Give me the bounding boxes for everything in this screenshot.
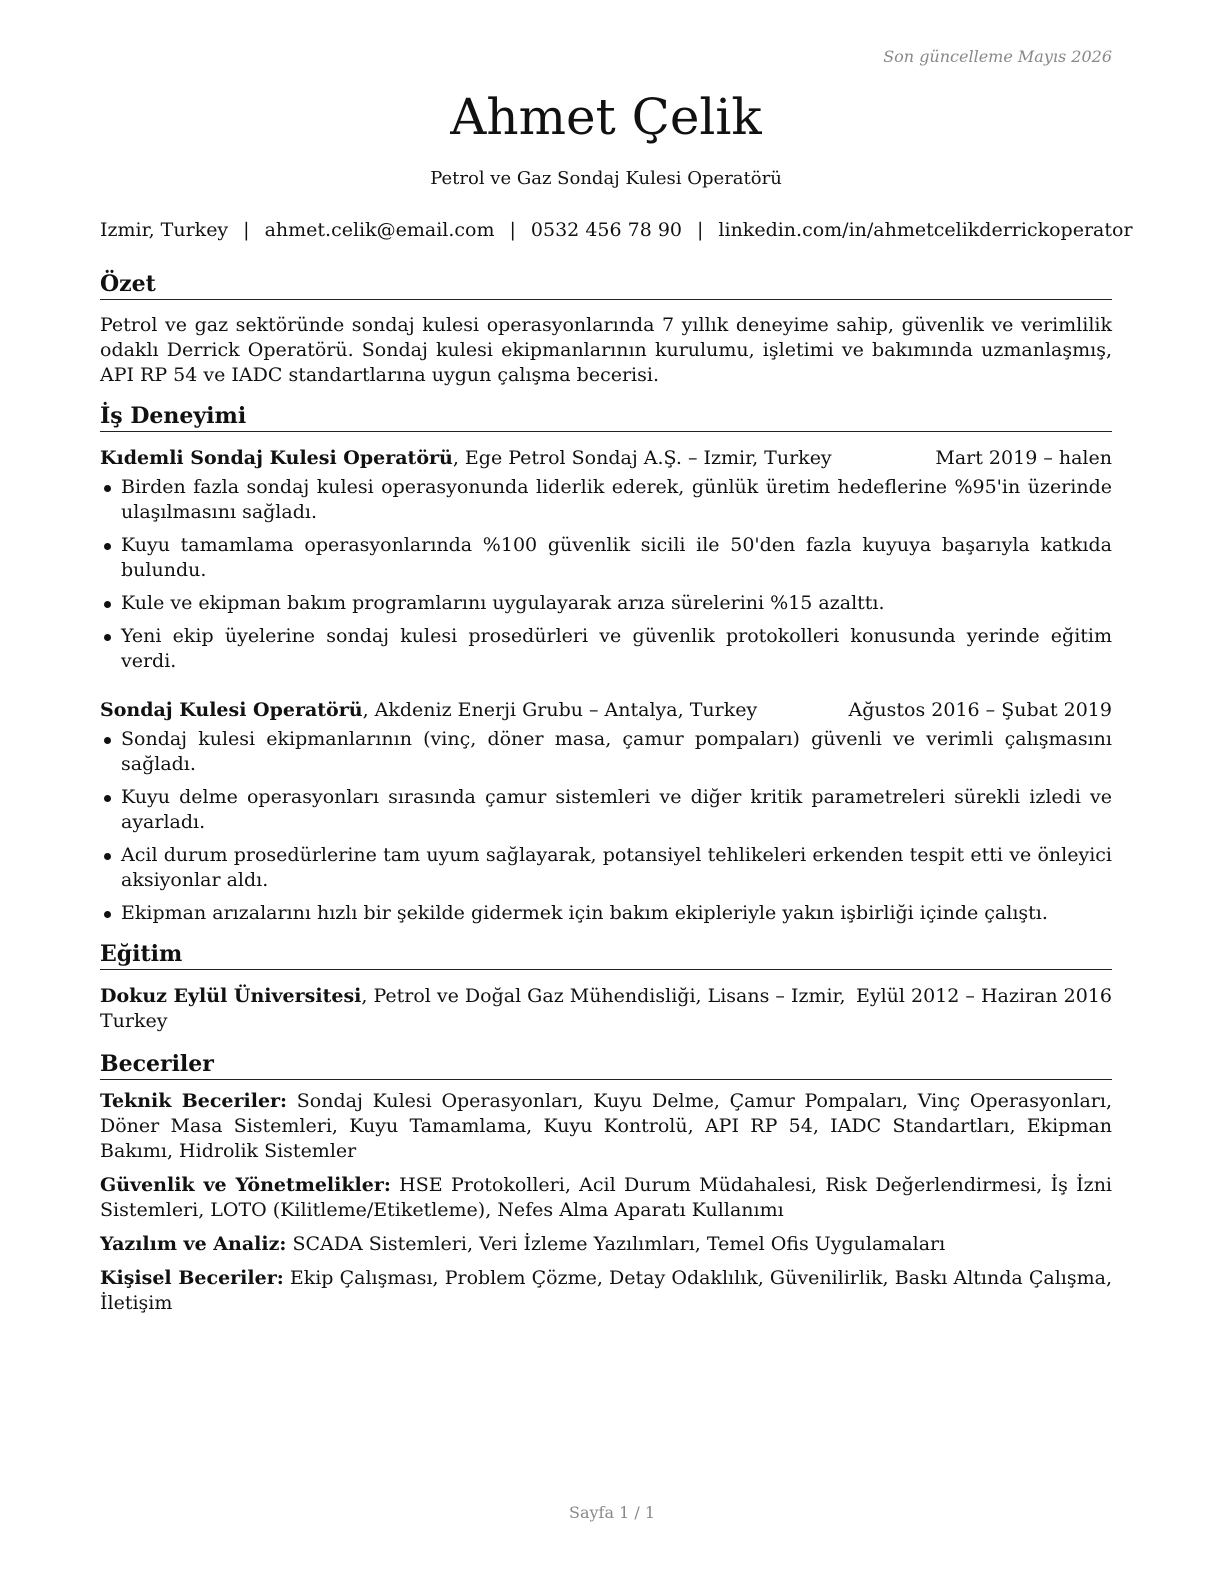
job-role: Kıdemli Sondaj Kulesi Operatörü bbox=[100, 447, 453, 469]
contact-location: Izmir, Turkey bbox=[100, 219, 229, 241]
job-bullet: Sondaj kulesi ekipmanlarının (vinç, döner masa, çamur pompaları) güvenli ve verimli çalışmasını sağladı. bbox=[100, 727, 1112, 777]
contact-line bbox=[100, 218, 1133, 243]
education-school: Dokuz Eylül Üniversitesi bbox=[100, 985, 362, 1007]
skill-group-label: Teknik Beceriler: bbox=[100, 1090, 288, 1112]
job-role: Sondaj Kulesi Operatörü bbox=[100, 699, 363, 721]
last-updated: Son güncelleme Mayıs 2026 bbox=[883, 47, 1112, 66]
skill-group bbox=[100, 1173, 1112, 1223]
skill-group-text: Ekip Çalışması, Problem Çözme, Detay Odaklılık, Güvenilirlik, Baskı Altında Çalışma, İletişim bbox=[100, 1267, 1112, 1314]
job-bullet: Kuyu tamamlama operasyonlarında %100 güvenlik sicili ile 50'den fazla kuyuya başarıyla katkıda bulundu. bbox=[100, 533, 1112, 583]
section-title-education: Eğitim bbox=[100, 940, 1112, 970]
job-bullet: Acil durum prosedürlerine tam uyum sağlayarak, potansiyel tehlikeleri erkenden tespit etti ve önleyici aksiyonlar aldı. bbox=[100, 843, 1112, 893]
contact-phone[interactable]: 0532 456 78 90 bbox=[530, 219, 683, 241]
candidate-name: Ahmet Çelik bbox=[450, 88, 762, 146]
resume-page bbox=[100, 0, 1133, 1584]
job-header bbox=[100, 698, 1112, 723]
job-bullets bbox=[100, 727, 1112, 926]
summary-text: Petrol ve gaz sektöründe sondaj kulesi operasyonlarında 7 yıllık deneyime sahip, güvenlik ve verimlilik odaklı Derrick Operatörü. Sondaj kulesi ekipmanlarının kurulumu, işletimi ve bakımında uzmanlaşmış, API RP 54 ve IADC standartlarına uygun çalışma becerisi. bbox=[100, 314, 1112, 386]
skill-group-label: Kişisel Beceriler: bbox=[100, 1267, 284, 1289]
section-title-skills: Beceriler bbox=[100, 1050, 1112, 1080]
contact-linkedin[interactable]: linkedin.com/in/ahmetcelikderrickoperator bbox=[718, 219, 1133, 241]
job-bullet: Birden fazla sondaj kulesi operasyonunda liderlik ederek, günlük üretim hedeflerine %95'in üzerinde ulaşılmasını sağladı. bbox=[100, 475, 1112, 525]
candidate-title: Petrol ve Gaz Sondaj Kulesi Operatörü bbox=[430, 168, 782, 189]
skill-group-label: Güvenlik ve Yönetmelikler: bbox=[100, 1174, 391, 1196]
skill-group-text: HSE Protokolleri, Acil Durum Müdahalesi, Risk Değerlendirmesi, İş İzni Sistemleri, LOTO (Kilitleme/Etiketleme), Nefes Alma Aparatı Kullanımı bbox=[100, 1174, 1113, 1221]
job-bullet: Ekipman arızalarını hızlı bir şekilde gidermek için bakım ekipleriyle yakın işbirliği içinde çalıştı. bbox=[100, 901, 1112, 926]
education-entry bbox=[100, 984, 1112, 1034]
skill-group bbox=[100, 1232, 1112, 1257]
contact-email[interactable]: ahmet.celik@email.com bbox=[264, 219, 495, 241]
skill-group-label: Yazılım ve Analiz: bbox=[100, 1233, 287, 1255]
page-number: Sayfa 1 / 1 bbox=[568, 1503, 655, 1522]
contact-separator: | bbox=[509, 219, 516, 241]
skill-group-text: Sondaj Kulesi Operasyonları, Kuyu Delme, Çamur Pompaları, Vinç Operasyonları, Döner Masa Sistemleri, Kuyu Tamamlama, Kuyu Kontrolü, API RP 54, IADC Standartları, Ekipman Bakımı, Hidrolik Sistemler bbox=[100, 1090, 1112, 1162]
education-school-details bbox=[100, 984, 856, 1034]
education-details: , Petrol ve Doğal Gaz Mühendisliği, Lisans – Izmir, Turkey bbox=[100, 985, 846, 1032]
job-bullets bbox=[100, 475, 1112, 674]
job-bullet: Kuyu delme operasyonları sırasında çamur sistemleri ve diğer kritik parametreleri sürekli izledi ve ayarladı. bbox=[100, 785, 1112, 835]
skill-group bbox=[100, 1089, 1112, 1164]
job-entry bbox=[100, 698, 1112, 926]
job-company: , Ege Petrol Sondaj A.Ş. – Izmir, Turkey bbox=[452, 447, 832, 469]
section-title-experience: İş Deneyimi bbox=[100, 402, 1112, 432]
contact-separator: | bbox=[243, 219, 250, 241]
contact-separator: | bbox=[697, 219, 704, 241]
job-header bbox=[100, 446, 1112, 471]
skill-group bbox=[100, 1266, 1112, 1316]
education-dates: Eylül 2012 – Haziran 2016 bbox=[856, 985, 1112, 1007]
section-title-summary: Özet bbox=[100, 270, 1112, 300]
skill-group-text: SCADA Sistemleri, Veri İzleme Yazılımları, Temel Ofis Uygulamaları bbox=[286, 1233, 946, 1255]
job-role-company bbox=[100, 446, 832, 471]
job-role-company bbox=[100, 698, 757, 723]
job-bullet: Yeni ekip üyelerine sondaj kulesi prosedürleri ve güvenlik protokolleri konusunda yerinde eğitim verdi. bbox=[100, 624, 1112, 674]
job-dates: Mart 2019 – halen bbox=[935, 447, 1112, 469]
resume-content bbox=[100, 270, 1112, 1316]
job-company: , Akdeniz Enerji Grubu – Antalya, Turkey bbox=[362, 699, 758, 721]
job-bullet: Kule ve ekipman bakım programlarını uygulayarak arıza sürelerini %15 azalttı. bbox=[100, 591, 1112, 616]
job-entry bbox=[100, 446, 1112, 674]
job-dates: Ağustos 2016 – Şubat 2019 bbox=[848, 699, 1112, 721]
